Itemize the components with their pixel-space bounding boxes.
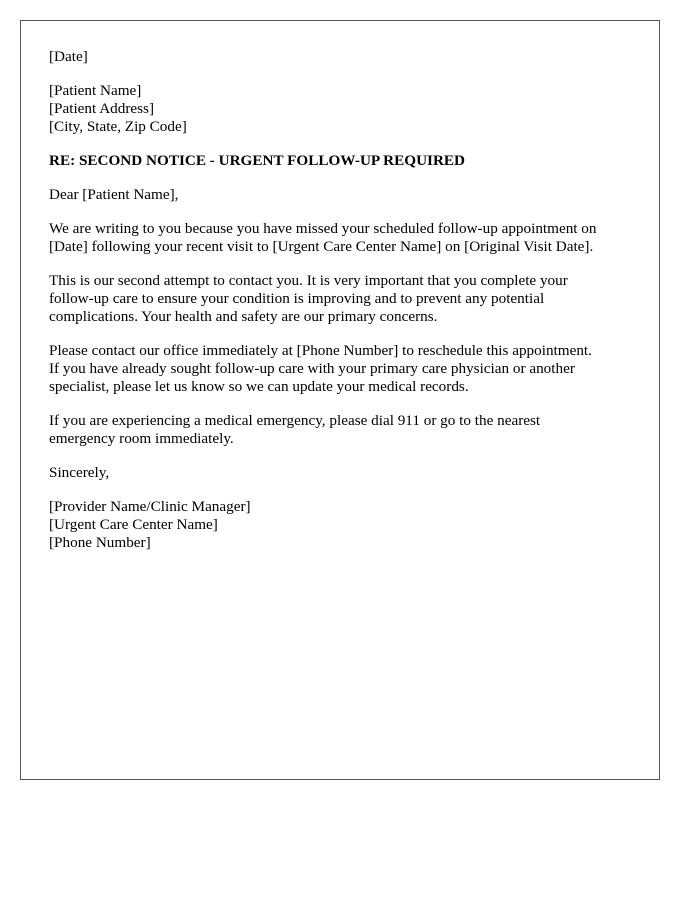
paragraph-line: Please contact our office immediately at [Phone Number] to reschedule this appointment. <box>49 342 592 359</box>
paragraph-line: If you have already sought follow-up care with your primary care physician or another <box>49 360 575 377</box>
date-text: [Date] <box>49 48 88 65</box>
paragraph-line: We are writing to you because you have missed your scheduled follow-up appointment on <box>49 220 597 237</box>
paragraph-line: If you are experiencing a medical emergency, please dial 911 or go to the nearest <box>49 412 541 429</box>
subject-line: RE: SECOND NOTICE - URGENT FOLLOW-UP REQUIRED <box>49 152 466 169</box>
paragraph-line: This is our second attempt to contact you. It is very important that you complete your <box>49 272 568 289</box>
paragraph-contact-office <box>49 342 631 396</box>
signature-provider: [Provider Name/Clinic Manager] <box>49 498 251 515</box>
salutation <box>49 186 631 204</box>
paragraph-line: complications. Your health and safety are our primary concerns. <box>49 308 438 325</box>
closing-text: Sincerely, <box>49 464 110 481</box>
recipient-address-block <box>49 82 631 136</box>
recipient-name: [Patient Name] <box>49 82 142 99</box>
paragraph-line: specialist, please let us know so we can update your medical records. <box>49 378 469 395</box>
letter-date <box>49 48 631 66</box>
recipient-address: [Patient Address] <box>49 100 155 117</box>
signature-center: [Urgent Care Center Name] <box>49 516 218 533</box>
paragraph-missed-appointment <box>49 220 631 256</box>
paragraph-line: [Date] following your recent visit to [Urgent Care Center Name] on [Original Visit Date]. <box>49 238 594 255</box>
paragraph-line: emergency room immediately. <box>49 430 234 447</box>
signature-phone: [Phone Number] <box>49 534 151 551</box>
paragraph-emergency <box>49 412 631 448</box>
letter-page <box>20 20 660 780</box>
paragraph-second-attempt <box>49 272 631 326</box>
recipient-city-state-zip: [City, State, Zip Code] <box>49 118 187 135</box>
signature-block <box>49 498 631 552</box>
closing <box>49 464 631 482</box>
paragraph-line: follow-up care to ensure your condition is improving and to prevent any potential <box>49 290 545 307</box>
salutation-text: Dear [Patient Name], <box>49 186 179 203</box>
